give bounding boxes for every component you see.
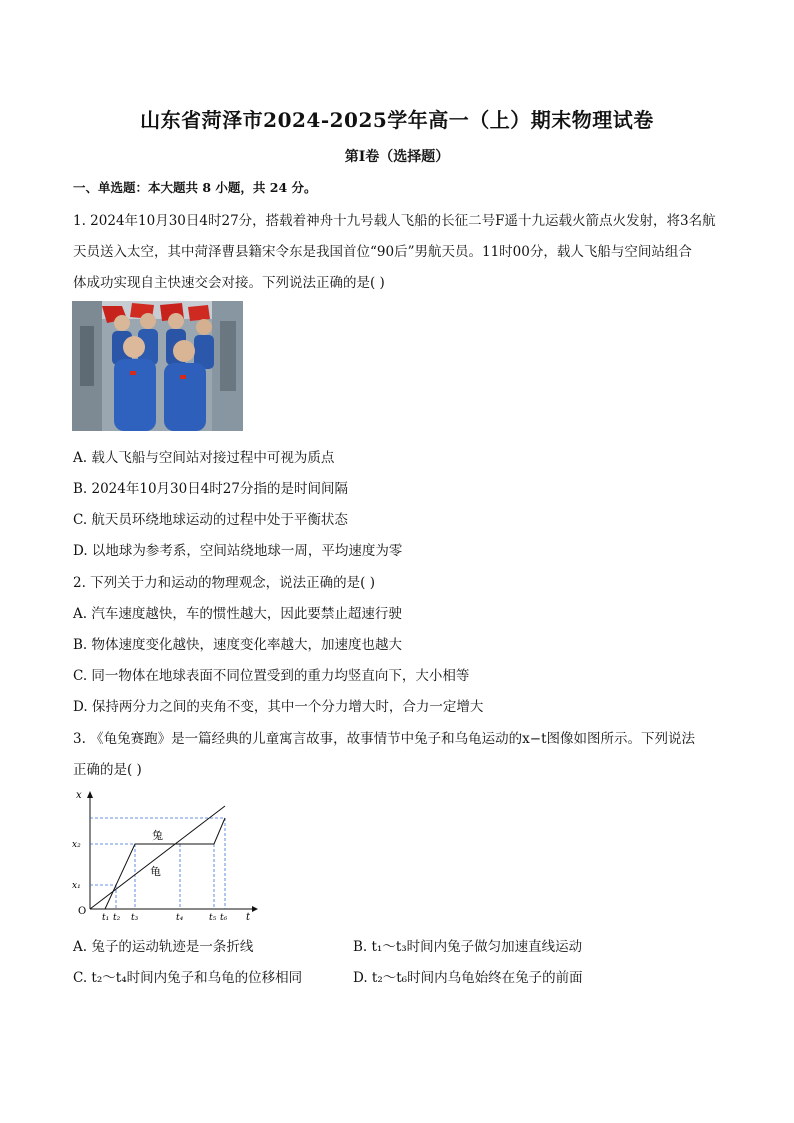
y-axis-label: x: [76, 790, 82, 801]
xt-graph: [70, 788, 260, 923]
rabbit-label: 兔: [152, 829, 163, 842]
q3-option-a: A. 兔子的运动轨迹是一条折线: [73, 939, 254, 955]
turtle-label: 龟: [150, 865, 161, 878]
section-heading: 一、单选题：本大题共 8 小题，共 24 分。: [73, 180, 317, 195]
q2-option-b: B. 物体速度变化越快，速度变化率越大，加速度也越大: [73, 637, 403, 653]
t4-label: t₄: [176, 913, 184, 923]
t2-label: t₂: [113, 913, 121, 923]
t5-label: t₅: [209, 913, 217, 923]
q3-stem-line-1: 3. 《龟兔赛跑》是一篇经典的儿童寓言故事，故事情节中兔子和乌龟运动的x−t图像如图所示。下列说法: [73, 731, 696, 747]
astronauts-photo: [72, 301, 243, 431]
t-axis-arrow: [252, 906, 258, 912]
t6-label: t₆: [220, 913, 228, 923]
x2-label: x₂: [72, 840, 81, 850]
q2-option-c: C. 同一物体在地球表面不同位置受到的重力均竖直向下，大小相等: [73, 668, 470, 684]
q1-option-d: D. 以地球为参考系，空间站绕地球一周，平均速度为零: [73, 543, 403, 559]
t3-label: t₃: [131, 913, 139, 923]
q1-stem-line-2: 天员送入太空，其中菏泽曹县籍宋令东是我国首位“90后”男航天员。11时00分，载人飞船与空间站组合: [73, 244, 692, 260]
q1-stem-line-3: 体成功实现自主快速交会对接。下列说法正确的是( ): [73, 275, 385, 291]
x-axis-label: t: [246, 912, 251, 923]
q3-option-d: D. t₂～t₆时间内乌龟始终在兔子的前面: [353, 970, 583, 986]
q2-stem: 2. 下列关于力和运动的物理观念，说法正确的是( ): [73, 575, 375, 591]
q1-stem-line-1: 1. 2024年10月30日4时27分，搭载着神舟十九号载人飞船的长征二号F遥十九运载火箭点火发射，将3名航: [73, 213, 716, 229]
x1-label: x₁: [72, 881, 81, 891]
page-subtitle: 第I卷（选择题）: [344, 149, 450, 165]
q1-option-b: B. 2024年10月30日4时27分指的是时间间隔: [73, 481, 348, 497]
q2-option-a: A. 汽车速度越快，车的惯性越大，因此要禁止超速行驶: [73, 606, 402, 622]
t1-label: t₁: [102, 913, 110, 923]
rabbit-line: [105, 818, 225, 909]
turtle-line: [90, 806, 225, 909]
q3-stem-line-2: 正确的是( ): [73, 762, 142, 778]
page-title: 山东省菏泽市2024-2025学年高一（上）期末物理试卷: [140, 108, 654, 132]
x-axis-arrow: [87, 791, 93, 798]
q2-option-d: D. 保持两分力之间的夹角不变，其中一个分力增大时，合力一定增大: [73, 699, 484, 715]
q3-option-b: B. t₁～t₃时间内兔子做匀加速直线运动: [353, 939, 583, 955]
q1-option-a: A. 载人飞船与空间站对接过程中可视为质点: [73, 450, 335, 466]
q1-option-c: C. 航天员环绕地球运动的过程中处于平衡状态: [73, 512, 348, 528]
q3-option-c: C. t₂～t₄时间内兔子和乌龟的位移相同: [73, 970, 303, 986]
origin-label: O: [78, 906, 87, 917]
